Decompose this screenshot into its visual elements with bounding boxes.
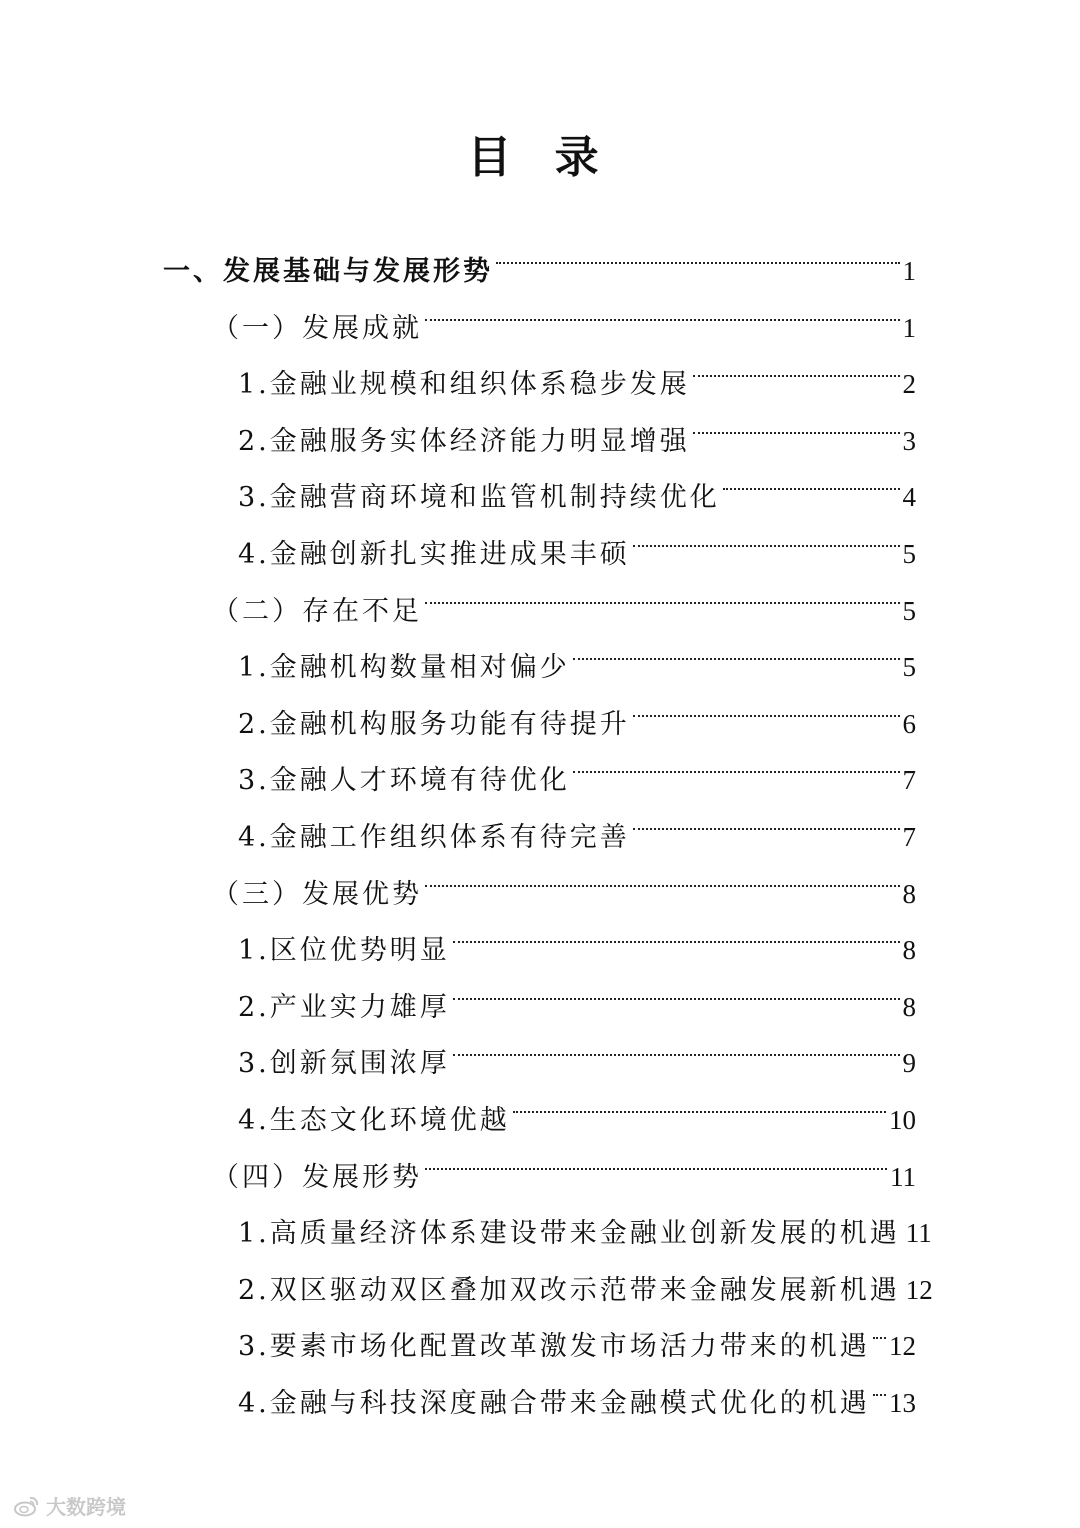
toc-entry-title: 1.金融业规模和组织体系稳步发展 <box>238 369 690 401</box>
toc-entry-page-number: 1 <box>902 312 916 343</box>
toc-entry-title: 2.双区驱动双区叠加双改示范带来金融发展新机遇 <box>238 1274 900 1306</box>
toc-entry-page-number: 5 <box>902 595 916 626</box>
toc-entry <box>238 960 916 1023</box>
toc-entry <box>238 507 916 570</box>
toc-entry <box>238 337 916 401</box>
toc-entry-title: 2.金融服务实体经济能力明显增强 <box>238 425 690 457</box>
toc-dot-leader <box>873 1356 886 1412</box>
toc-entry <box>238 1186 932 1250</box>
toc-entry-title: 4.金融工作组织体系有待完善 <box>238 822 630 853</box>
toc-entry-page-number: 13 <box>889 1388 916 1418</box>
toc-entry-title: 2.金融机构服务功能有待提升 <box>238 708 630 740</box>
toc-entry <box>238 1243 933 1306</box>
toc-entry-title: 2.产业实力雄厚 <box>238 991 450 1023</box>
toc-entry-title: （三）发展优势 <box>212 878 422 910</box>
toc-entry-page-number: 5 <box>902 539 916 569</box>
toc-entry-page-number: 3 <box>902 425 916 456</box>
toc-entry-title: （一）发展成就 <box>212 312 422 344</box>
toc-entry <box>212 281 916 344</box>
toc-entry-page-number: 2 <box>902 369 916 400</box>
toc-entry-page-number: 4 <box>902 482 916 513</box>
toc-entry <box>238 677 916 740</box>
toc-entry <box>238 903 916 967</box>
toc-entry <box>163 224 916 287</box>
toc-dot-leader <box>723 450 900 506</box>
toc-entry-page-number: 12 <box>905 1274 933 1305</box>
toc-entry-page-number: 11 <box>905 1218 932 1249</box>
toc-entry <box>238 733 916 797</box>
toc-dot-leader <box>633 677 900 733</box>
watermark-text: 大数跨境 <box>46 1495 126 1519</box>
toc-entry <box>238 1073 916 1136</box>
toc-entry-title: 1.区位优势明显 <box>238 935 450 967</box>
toc-entry-title: （四）发展形势 <box>212 1161 422 1193</box>
toc-dot-leader <box>425 847 900 903</box>
toc-entry-page-number: 5 <box>902 652 916 683</box>
toc-entry-page-number: 10 <box>889 1105 916 1135</box>
toc-entry <box>212 847 916 910</box>
toc-entry-title: 3.创新氛围浓厚 <box>238 1048 450 1080</box>
toc-entry-title: 3.金融人才环境有待优化 <box>238 765 570 797</box>
toc-entry <box>238 1356 916 1419</box>
toc-entry-page-number: 12 <box>889 1331 916 1362</box>
toc-entry-title: 1.高质量经济体系建设带来金融业创新发展的机遇 <box>238 1218 900 1250</box>
toc-dot-leader <box>453 903 900 959</box>
toc-entry-title: 3.要素市场化配置改革激发市场活力带来的机遇 <box>238 1331 870 1363</box>
toc-entry-title: （二）存在不足 <box>212 595 422 627</box>
toc-entry <box>238 790 916 853</box>
toc-entry-page-number: 8 <box>902 878 916 909</box>
watermark <box>14 1491 126 1520</box>
toc-entry-title: 4.金融与科技深度融合带来金融模式优化的机遇 <box>238 1388 870 1419</box>
toc-entry-title: 一、发展基础与发展形势 <box>163 256 493 287</box>
toc-entry-title: 4.金融创新扎实推进成果丰硕 <box>238 539 630 570</box>
toc-entry <box>238 1299 916 1363</box>
page-title: 目 录 <box>467 132 613 183</box>
toc-dot-leader <box>573 620 900 676</box>
weibo-logo-icon <box>14 1495 40 1517</box>
toc-entry <box>238 394 916 457</box>
toc-dot-leader <box>633 507 900 563</box>
toc-dot-leader <box>573 733 900 789</box>
toc-dot-leader <box>693 394 900 450</box>
toc-entry <box>212 1130 916 1193</box>
toc-entry-page-number: 8 <box>902 991 916 1022</box>
toc-entry <box>238 620 916 684</box>
toc-entry <box>238 1016 916 1080</box>
toc-entry-page-number: 8 <box>902 935 916 966</box>
toc-dot-leader <box>453 1016 900 1072</box>
toc-entry-title: 1.金融机构数量相对偏少 <box>238 652 570 684</box>
toc-dot-leader <box>453 960 900 1016</box>
toc-entry <box>238 450 916 514</box>
toc-dot-leader <box>425 281 900 337</box>
toc-dot-leader <box>693 337 900 393</box>
toc-dot-leader <box>513 1073 886 1129</box>
toc-entry-page-number: 11 <box>890 1161 916 1192</box>
toc-dot-leader <box>425 564 900 620</box>
toc-entry-page-number: 9 <box>902 1048 916 1079</box>
toc-dot-leader <box>496 224 900 280</box>
toc-entry <box>212 564 916 627</box>
toc-entry-title: 3.金融营商环境和监管机制持续优化 <box>238 482 720 514</box>
toc-entry-page-number: 7 <box>902 765 916 796</box>
toc-dot-leader <box>425 1130 887 1186</box>
toc-dot-leader <box>633 790 900 846</box>
toc-entry-page-number: 7 <box>902 822 916 852</box>
toc-entry-page-number: 1 <box>902 256 916 286</box>
toc-entry-title: 4.生态文化环境优越 <box>238 1105 510 1136</box>
toc-dot-leader <box>873 1299 886 1355</box>
toc-entry-page-number: 6 <box>902 708 916 739</box>
